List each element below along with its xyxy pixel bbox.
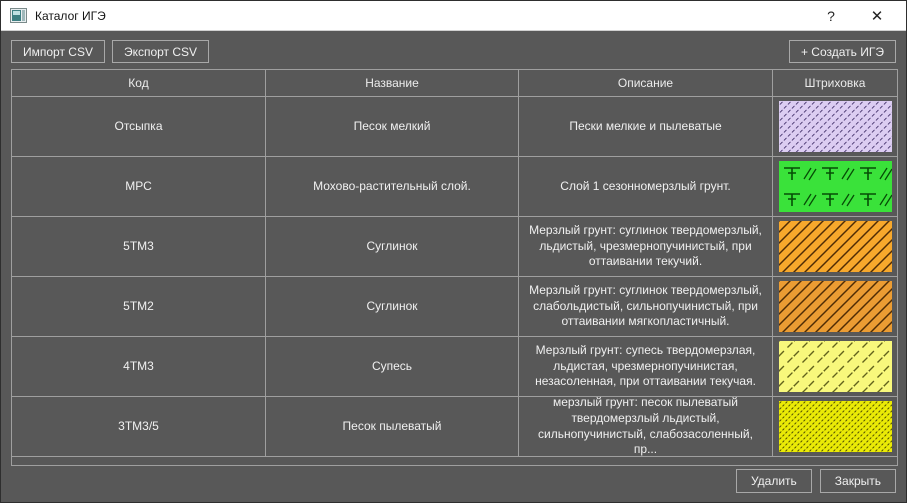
hatch-swatch-dots — [779, 101, 892, 152]
hatch-swatch-diagonal — [779, 221, 892, 272]
cell-description: Мерзлый грунт: суглинок твердомерзлый, слабольдистый, сильнопучинистый, при оттаивании мягкопластичный. — [519, 277, 773, 336]
footer-buttons — [736, 469, 896, 493]
cell-hatch — [773, 217, 897, 276]
cell-code: МРС — [12, 157, 266, 216]
cell-description: Мерзлый грунт: суглинок твердомерзлый, льдистый, чрезмернопучинистый, при оттаивании текучий. — [519, 217, 773, 276]
cell-description: Пески мелкие и пылеватые — [519, 97, 773, 156]
hatch-swatch-diagonal — [779, 281, 892, 332]
table-row[interactable] — [12, 97, 897, 157]
cell-name: Песок мелкий — [266, 97, 519, 156]
hatch-swatch-moss — [779, 161, 892, 212]
titlebar-buttons — [808, 1, 906, 30]
ige-table — [11, 69, 898, 466]
cell-code: 4ТМ3 — [12, 337, 266, 396]
create-ige-button[interactable]: + Создать ИГЭ — [789, 40, 896, 63]
cell-description: Мерзлый грунт: супесь твердомерзлая, льдистая, чрезмернопучинистая, незасоленная, при оттаивании текучая. — [519, 337, 773, 396]
cell-name: Суглинок — [266, 277, 519, 336]
app-icon — [10, 8, 27, 23]
dialog-content — [1, 31, 906, 502]
column-header-0[interactable]: Код — [12, 70, 266, 96]
table-header — [12, 70, 897, 97]
help-button[interactable]: ? — [808, 1, 854, 30]
table-row[interactable] — [12, 277, 897, 337]
table-row[interactable] — [12, 217, 897, 277]
table-row[interactable] — [12, 337, 897, 397]
column-header-3[interactable]: Штриховка — [804, 76, 866, 90]
export-csv-button[interactable]: Экспорт CSV — [112, 40, 209, 63]
close-dialog-button[interactable]: Закрыть — [820, 469, 896, 493]
toolbar — [11, 40, 896, 63]
cell-code: 5ТМ2 — [12, 277, 266, 336]
cell-description: Слой 1 сезонномерзлый грунт. — [519, 157, 773, 216]
cell-name: Песок пылеватый — [266, 397, 519, 456]
cell-code: 3ТМ3/5 — [12, 397, 266, 456]
cell-name: Мохово-растительный слой. — [266, 157, 519, 216]
cell-hatch — [773, 277, 897, 336]
cell-name: Суглинок — [266, 217, 519, 276]
cell-hatch — [773, 157, 897, 216]
cell-hatch — [773, 397, 897, 456]
cell-hatch — [773, 97, 897, 156]
hatch-swatch-dense-dots — [779, 401, 892, 452]
cell-code: 5ТМ3 — [12, 217, 266, 276]
cell-hatch — [773, 337, 897, 396]
window-title: Каталог ИГЭ — [35, 8, 106, 23]
column-header-2[interactable]: Описание — [519, 70, 773, 96]
cell-description: мерзлый грунт: песок пылеватый твердомерзлый льдистый, сильнопучинистый, слабозасоленный, пр... — [519, 397, 773, 456]
hatch-swatch-diagonal-dashed — [779, 341, 892, 392]
table-row[interactable] — [12, 157, 897, 217]
import-csv-button[interactable]: Импорт CSV — [11, 40, 105, 63]
column-header-1[interactable]: Название — [266, 70, 519, 96]
table-row[interactable] — [12, 397, 897, 457]
table-bottom-strip — [12, 457, 897, 465]
title-bar — [1, 1, 906, 31]
delete-button[interactable]: Удалить — [736, 469, 812, 493]
table-body — [12, 97, 897, 457]
cell-code: Отсыпка — [12, 97, 266, 156]
cell-name: Супесь — [266, 337, 519, 396]
close-icon[interactable]: ✕ — [854, 1, 900, 30]
